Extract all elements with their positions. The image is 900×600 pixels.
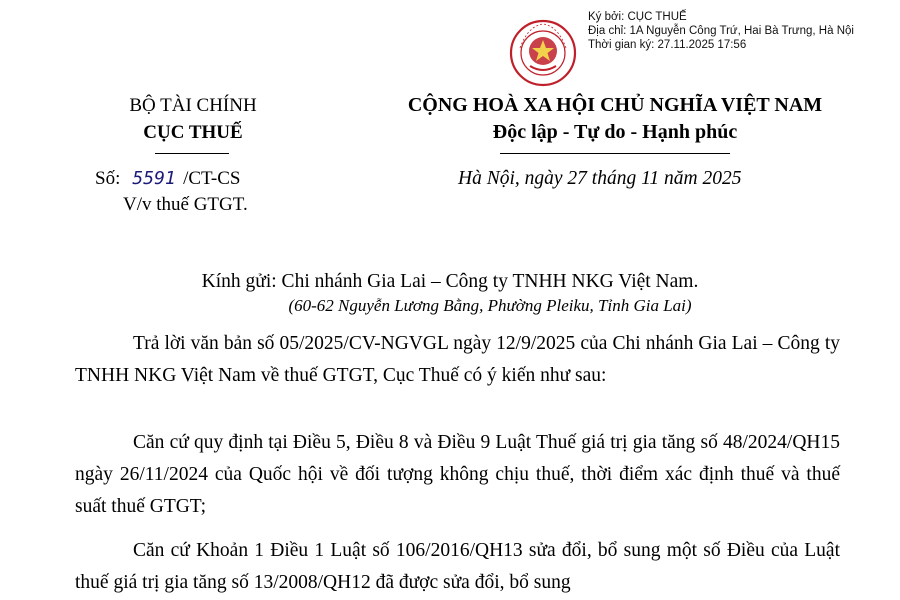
number-suffix: /CT-CS [183, 168, 241, 189]
agency-header [78, 92, 308, 146]
paragraph-text: Căn cứ Khoản 1 Điều 1 Luật số 106/2016/QH13 sửa đổi, bổ sung một số Điều của Luật thuế giá trị gia tăng số 13/2008/QH12 đã được sửa đổi, bổ sung [75, 540, 840, 593]
recipient-line: Kính gửi: Chi nhánh Gia Lai – Công ty TNHH NKG Việt Nam. [201, 271, 699, 292]
signed-time: Thời gian ký: 27.11.2025 17:56 [588, 39, 747, 51]
document-date: Hà Nội, ngày 27 tháng 11 năm 2025 [458, 168, 742, 189]
handwritten-number: 5591 [132, 168, 176, 189]
nation-title: CỘNG HOÀ XA HỘI CHỦ NGHĨA VIỆT NAM [407, 94, 823, 116]
recipient-address: (60-62 Nguyễn Lương Bằng, Phường Pleiku, Tỉnh Gia Lai) [288, 296, 692, 315]
motto-underline [500, 153, 730, 154]
agency-sub-name: CỤC THUẾ [143, 122, 243, 143]
body-paragraph [75, 427, 840, 523]
body-paragraph [75, 328, 840, 392]
official-seal-icon [508, 18, 578, 88]
signed-by: Ký bởi: CỤC THUẾ [588, 11, 687, 23]
paragraph-text: Căn cứ quy định tại Điều 5, Điều 8 và Điều 9 Luật Thuế giá trị gia tăng số 48/2024/QH15 ngày 26/11/2024 của Quốc hội về đối tượng không chịu thuế, thời điểm xác định thuế và thuế suất thuế GTGT; [75, 432, 840, 517]
agency-underline [155, 153, 229, 154]
body-paragraph [75, 535, 840, 599]
digital-signature-info [588, 10, 854, 52]
motto: Độc lập - Tự do - Hạnh phúc [492, 121, 738, 143]
document-subject: V/v thuế GTGT. [123, 194, 248, 215]
signer-address: Địa chỉ: 1A Nguyễn Công Trứ, Hai Bà Trưng, Hà Nội [588, 25, 854, 37]
paragraph-text: Trả lời văn bản số 05/2025/CV-NGVGL ngày 12/9/2025 của Chi nhánh Gia Lai – Công ty TNHH NKG Việt Nam về thuế GTGT, Cục Thuế có ý kiến như sau: [75, 333, 840, 386]
national-header [380, 92, 850, 146]
agency-name: BỘ TÀI CHÍNH [129, 95, 257, 116]
number-label: Số: [95, 168, 121, 189]
document-number [95, 166, 241, 192]
